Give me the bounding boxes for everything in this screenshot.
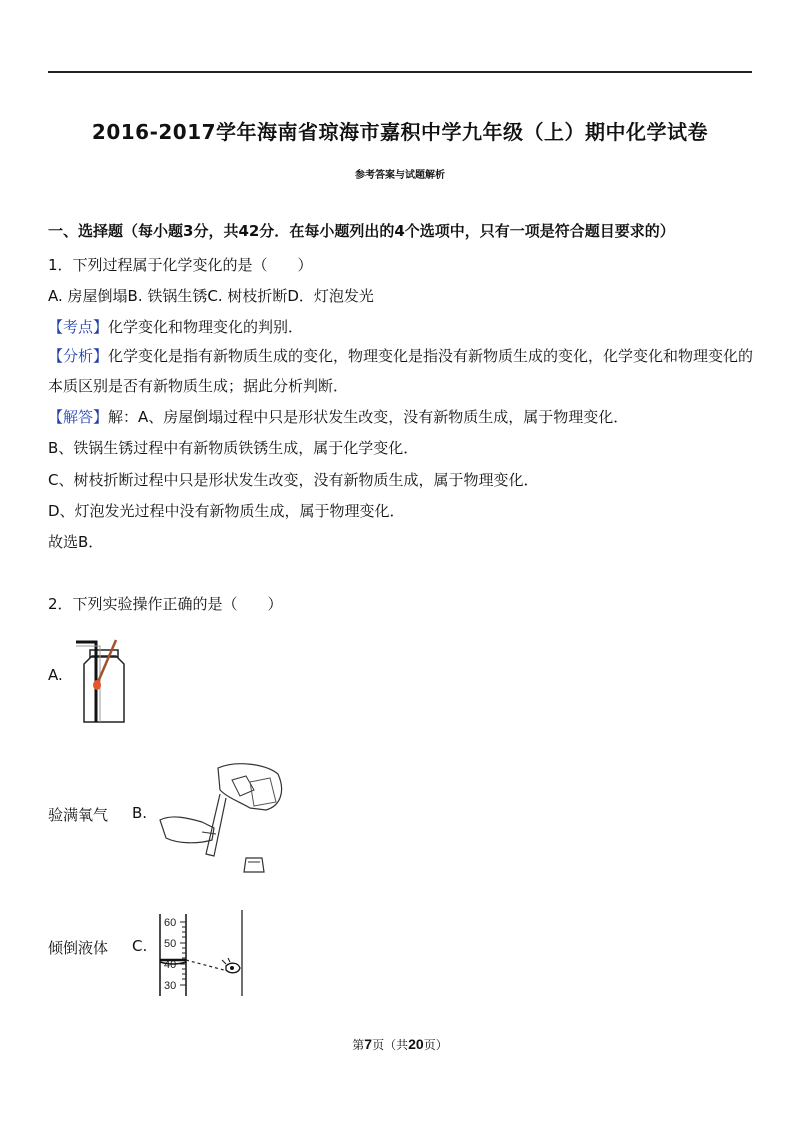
q1-analysis	[48, 341, 754, 401]
analysis-text: 化学变化是指有新物质生成的变化，物理变化是指没有新物质生成的变化，化学变化和物理变化的本质区别是否有新物质生成；据此分析判断．	[48, 347, 754, 395]
q1-line-b: B、铁锅生锈过程中有新物质铁锈生成，属于化学变化．	[48, 439, 419, 457]
tick-label-30: 30	[164, 980, 177, 992]
gas-bottle-illustration	[76, 636, 136, 726]
footer-total-pages: 20	[408, 1036, 424, 1052]
pouring-liquid-illustration	[158, 762, 288, 882]
q1-stem: 1．下列过程属于化学变化的是（ ）	[48, 256, 313, 274]
footer-prefix: 第	[352, 1038, 365, 1052]
point-text: 化学变化和物理变化的判别．	[108, 318, 304, 336]
tick-label-50: 50	[164, 938, 177, 950]
tick-label-60: 60	[164, 917, 177, 929]
graduated-cylinder-illustration	[156, 910, 256, 1000]
footer-mid: 页（共	[372, 1038, 409, 1052]
q2-option-b-label: B.	[132, 804, 148, 822]
q2-stem: 2．下列实验操作正确的是（ ）	[48, 595, 283, 613]
point-tag: 【考点】	[48, 318, 109, 336]
q1-answer	[48, 406, 628, 427]
page-title: 2016-2017学年海南省琼海市嘉积中学九年级（上）期中化学试卷	[91, 120, 709, 144]
q2-option-a-label: A.	[48, 666, 63, 684]
q1-options: A. 房屋倒塌B. 铁锅生锈C. 树枝折断D．灯泡发光	[48, 287, 374, 305]
q2-caption-a: 验满氧气	[48, 806, 109, 824]
q2-caption-b: 倾倒液体	[48, 939, 109, 957]
tick-label-40: 40	[164, 959, 177, 971]
analysis-tag: 【分析】	[48, 347, 109, 365]
q1-line-d: D、灯泡发光过程中没有新物质生成，属于物理变化．	[48, 502, 405, 520]
page-footer	[0, 1036, 800, 1053]
q1-conclusion: 故选B．	[48, 533, 104, 551]
section-heading: 一、选择题（每小题3分，共42分．在每小题列出的4个选项中，只有一项是符合题目要求的）	[48, 222, 675, 240]
q1-point	[48, 316, 303, 337]
header-rule	[48, 71, 752, 73]
answer-text: 解：A、房屋倒塌过程中只是形状发生改变，没有新物质生成，属于物理变化．	[108, 408, 629, 426]
answer-tag: 【解答】	[48, 408, 109, 426]
page-subtitle: 参考答案与试题解析	[355, 170, 445, 181]
q2-option-c-label: C.	[132, 937, 148, 955]
footer-page-number: 7	[364, 1036, 373, 1052]
q1-line-c: C、树枝折断过程中只是形状发生改变，没有新物质生成，属于物理变化．	[48, 471, 539, 489]
footer-suffix: 页）	[423, 1038, 448, 1052]
